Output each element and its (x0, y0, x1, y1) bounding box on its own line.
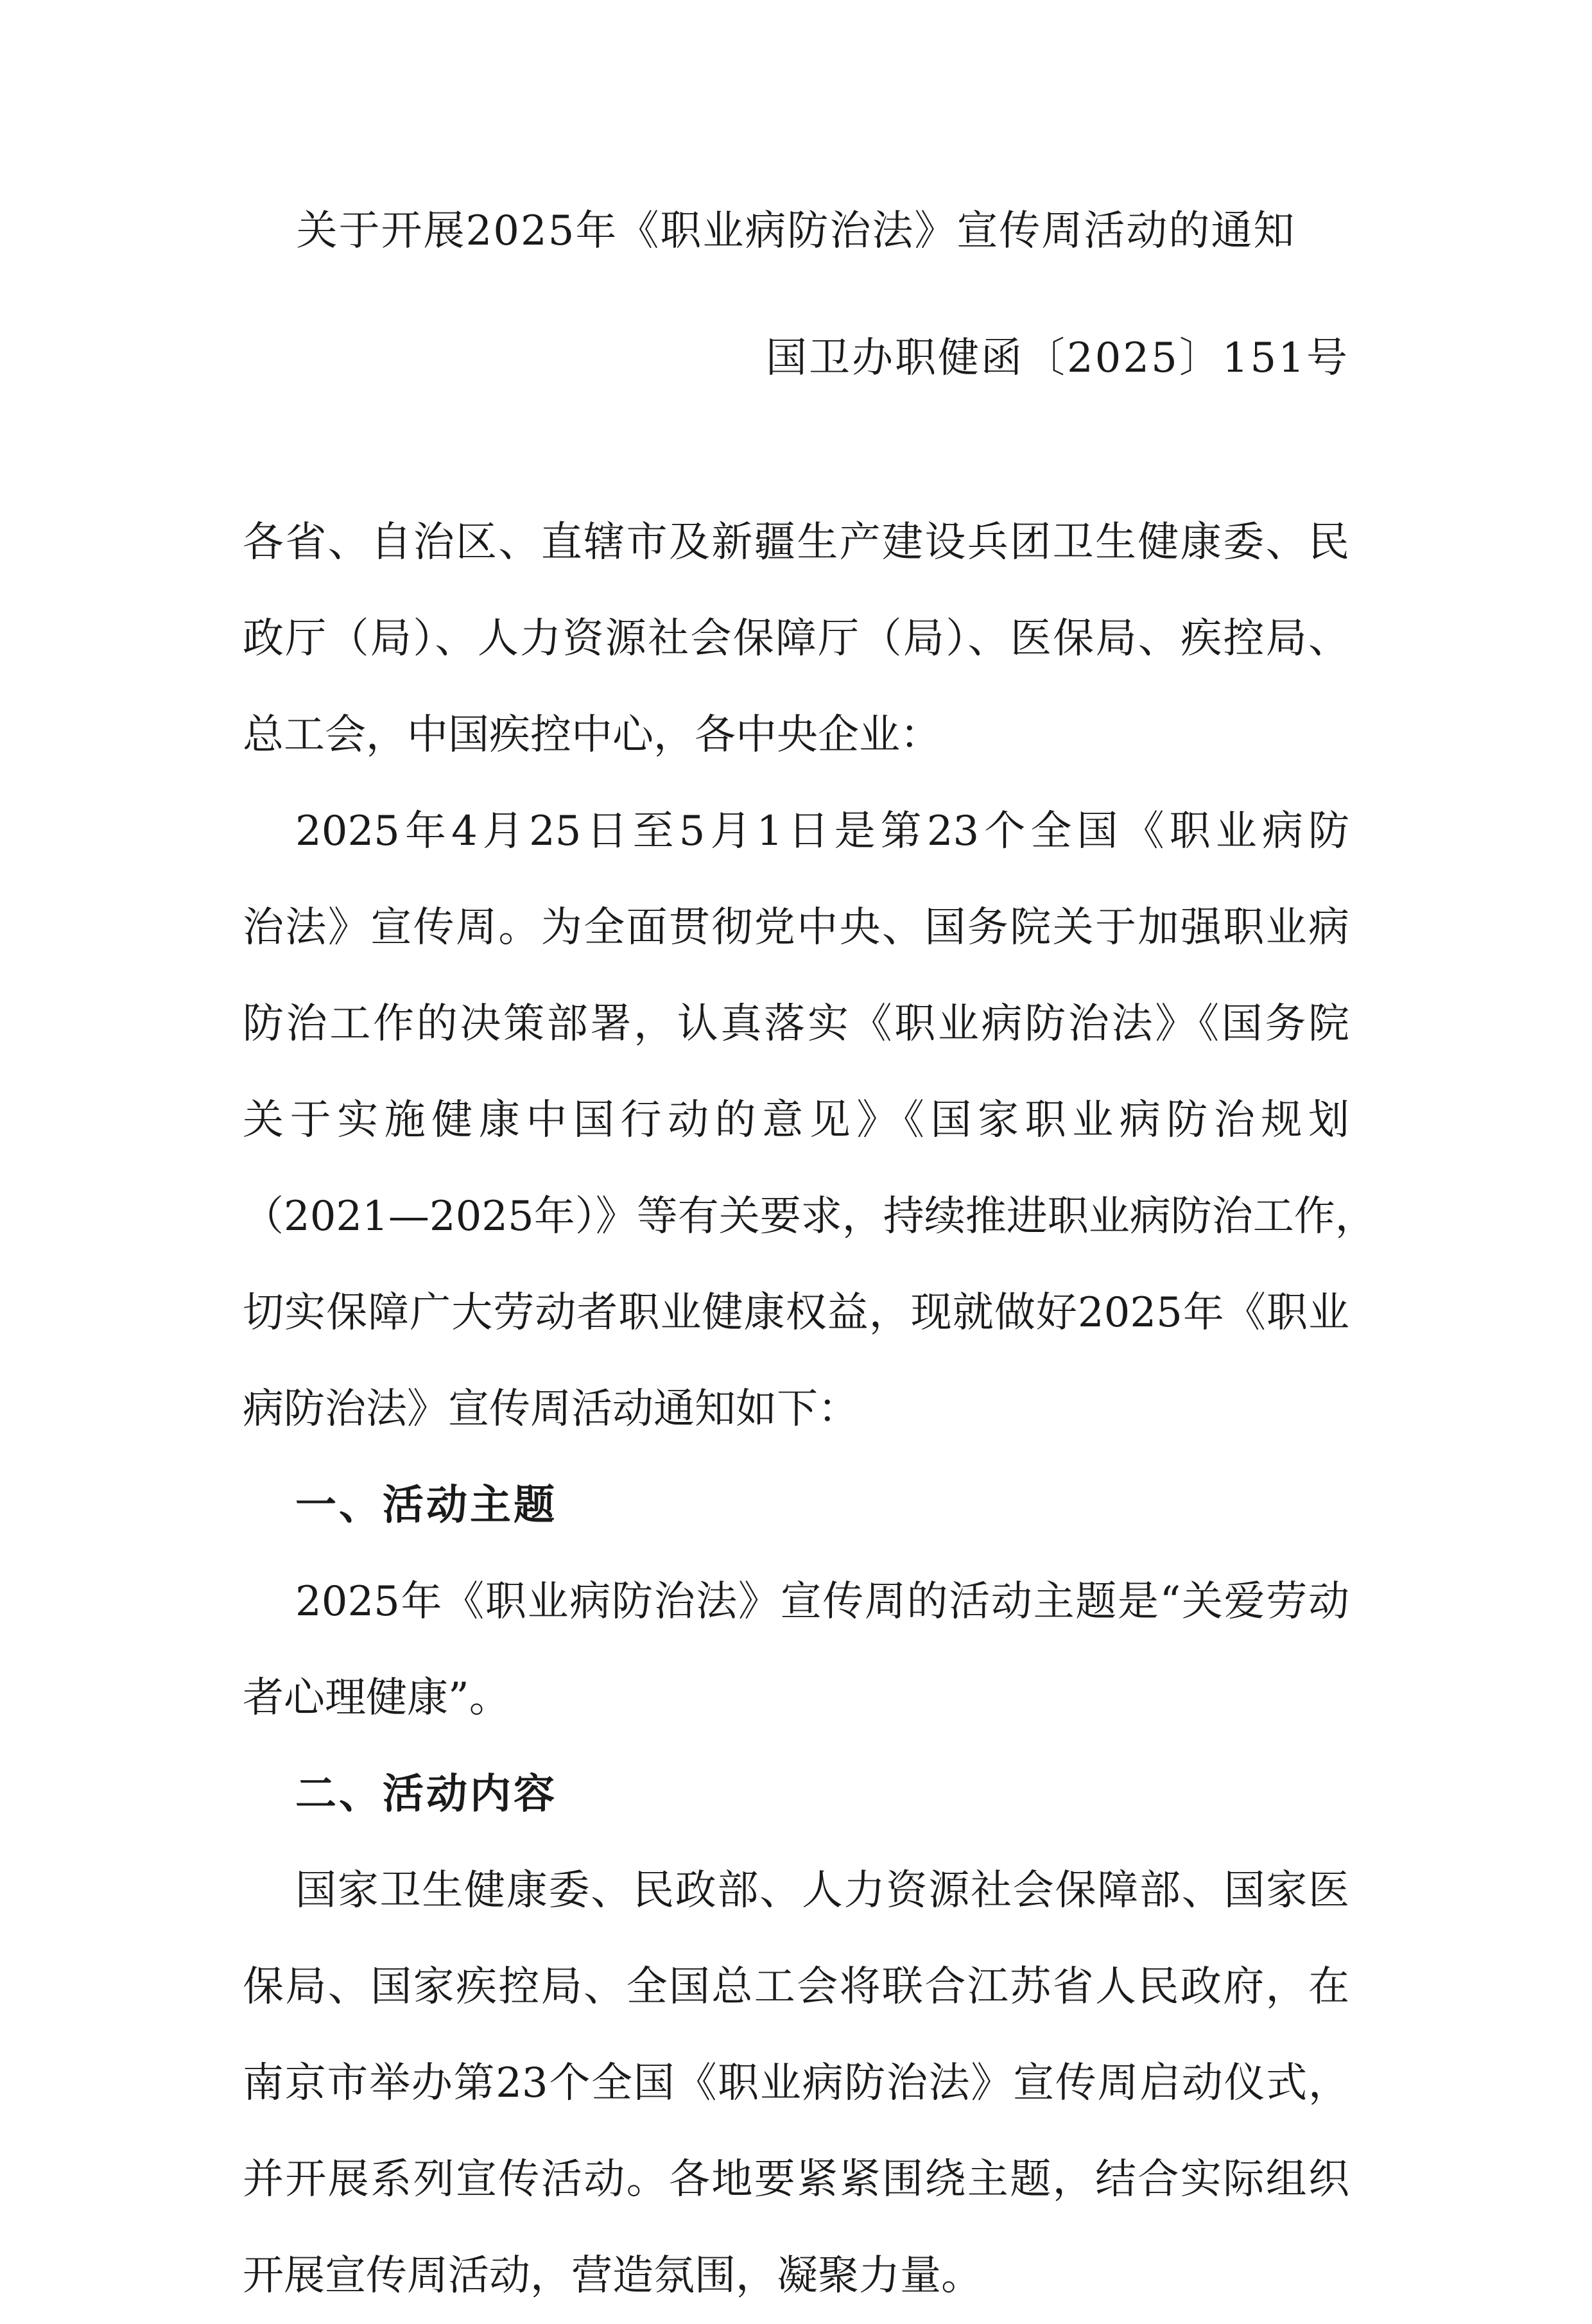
paragraph-line: 者心理健康”。 (243, 1674, 510, 1722)
addressee-paragraph (243, 494, 1349, 783)
paragraph-line: 保局、国家疾控局、全国总工会将联合江苏省人民政府，在 (243, 1963, 1349, 2011)
paragraph-line: 南京市举办第23个全国《职业病防治法》宣传周启动仪式， (243, 2060, 1349, 2107)
paragraph-line: 各省、自治区、直辖市及新疆生产建设兵团卫生健康委、民 (243, 519, 1349, 566)
paragraph-line: 切实保障广大劳动者职业健康权益，现就做好2025年《职业 (243, 1289, 1349, 1337)
paragraph-line: 防治工作的决策部署，认真落实《职业病防治法》《国务院 (243, 1000, 1349, 1048)
section-heading-theme: 一、活动主题 (295, 1482, 557, 1529)
document-number: 国卫办职健函〔2025〕151号 (765, 334, 1349, 382)
paragraph-line: 病防治法》宣传周活动通知如下： (243, 1385, 859, 1433)
document-title: 关于开展2025年《职业病防治法》宣传周活动的通知 (296, 207, 1296, 255)
paragraph-line: 开展宣传周活动，营造氛围，凝聚力量。 (243, 2252, 982, 2300)
theme-paragraph (243, 1554, 1349, 1746)
document-body (243, 494, 1376, 2324)
paragraph-line: （2021—2025年）》等有关要求，持续推进职业病防治工作， (243, 1193, 1376, 1240)
paragraph-line: 治法》宣传周。为全面贯彻党中央、国务院关于加强职业病 (243, 904, 1349, 951)
paragraph-line: 关于实施健康中国行动的意见》《国家职业病防治规划 (243, 1097, 1349, 1144)
paragraph-line: 2025年4月25日至5月1日是第23个全国《职业病防 (295, 808, 1349, 855)
intro-paragraph (243, 783, 1376, 1457)
paragraph-line: 2025年《职业病防治法》宣传周的活动主题是“关爱劳动 (295, 1578, 1349, 1626)
paragraph-line: 总工会，中国疾控中心，各中央企业： (243, 711, 941, 759)
section-heading-content: 二、活动内容 (295, 1771, 557, 1818)
paragraph-line: 政厅（局）、人力资源社会保障厅（局）、医保局、疾控局、 (243, 615, 1349, 663)
paragraph-line: 并开展系列宣传活动。各地要紧紧围绕主题，结合实际组织 (243, 2156, 1349, 2203)
paragraph-line: 国家卫生健康委、民政部、人力资源社会保障部、国家医 (295, 1867, 1349, 1914)
